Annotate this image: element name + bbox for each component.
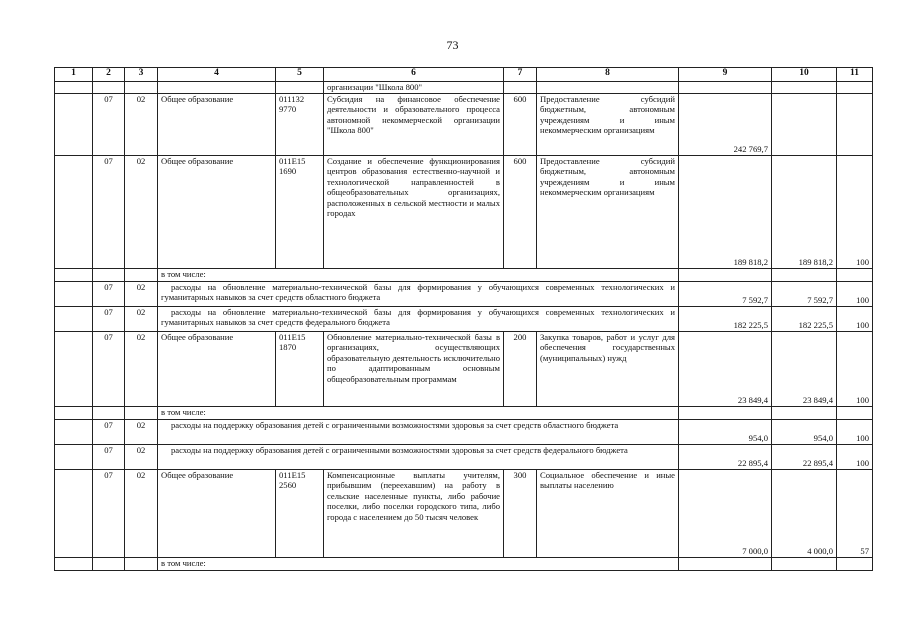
cell-subsection: 02	[125, 155, 158, 268]
cell-percent	[837, 93, 873, 155]
cell-empty	[772, 82, 837, 94]
cell-expense-description: Социальное обеспечение и иные выплаты населению	[537, 469, 679, 557]
cell-subsection: 02	[125, 93, 158, 155]
cell-expense-description: Предоставление субсидий бюджетным, автономным учреждениям и иным некоммерческим организациям	[537, 93, 679, 155]
cell-amount-actual: 22 895,4	[772, 444, 837, 469]
column-header: 4	[158, 68, 276, 82]
cell-section: 07	[93, 281, 125, 306]
cell-amount-plan: 182 225,5	[679, 306, 772, 331]
cell-including-label: в том числе:	[158, 268, 679, 281]
cell-name: Общее образование	[158, 155, 276, 268]
cell-subsection: 02	[125, 419, 158, 444]
cell-subsection: 02	[125, 281, 158, 306]
cell-empty	[125, 406, 158, 419]
cell-expense-description: Закупка товаров, работ и услуг для обеспечения государственных (муниципальных) нужд	[537, 331, 679, 406]
cell-empty	[837, 557, 873, 570]
cell-empty	[93, 268, 125, 281]
cell-empty	[55, 444, 93, 469]
cell-empty	[93, 557, 125, 570]
table-row	[55, 306, 873, 331]
column-header: 11	[837, 68, 873, 82]
table-row	[55, 155, 873, 268]
cell-empty	[93, 406, 125, 419]
cell-section: 07	[93, 444, 125, 469]
cell-empty	[55, 419, 93, 444]
cell-empty	[837, 82, 873, 94]
cell-section: 07	[93, 331, 125, 406]
table-header	[55, 68, 873, 82]
cell-amount-plan: 7 000,0	[679, 469, 772, 557]
cell-amount-plan: 23 849,4	[679, 331, 772, 406]
cell-amount-plan: 22 895,4	[679, 444, 772, 469]
cell-expense-description: Предоставление субсидий бюджетным, автономным учреждениям и иным некоммерческим организациям	[537, 155, 679, 268]
cell-name: Общее образование	[158, 469, 276, 557]
cell-expense-type: 600	[504, 155, 537, 268]
cell-expense-detail: расходы на обновление материально-технической базы для формирования у обучающихся современных технологических и гуманитарных навыков за счет средств федерального бюджета	[158, 306, 679, 331]
cell-empty	[93, 82, 125, 94]
cell-description: организации "Школа 800"	[324, 82, 504, 94]
column-header: 2	[93, 68, 125, 82]
cell-section: 07	[93, 155, 125, 268]
cell-empty	[537, 82, 679, 94]
cell-amount-actual	[772, 93, 837, 155]
cell-target-code: 011E15 2560	[276, 469, 324, 557]
cell-subsection: 02	[125, 444, 158, 469]
table-row	[55, 268, 873, 281]
cell-amount-actual: 189 818,2	[772, 155, 837, 268]
cell-empty	[55, 331, 93, 406]
cell-empty	[158, 82, 276, 94]
table-row	[55, 82, 873, 94]
table-row	[55, 557, 873, 570]
cell-description: Создание и обеспечение функционирования центров образования естественно-научной и технологической направленностей в общеобразовательных организациях, расположенных в сельской местности и малых городах	[324, 155, 504, 268]
cell-percent: 100	[837, 444, 873, 469]
cell-amount-plan: 954,0	[679, 419, 772, 444]
cell-target-code: 011E15 1690	[276, 155, 324, 268]
cell-description: Компенсационные выплаты учителям, прибывшим (переехавшим) на работу в сельские населенные пункты, либо рабочие поселки, либо поселки городского типа, либо города с населением до 50 тысяч человек	[324, 469, 504, 557]
table-row	[55, 281, 873, 306]
cell-name: Общее образование	[158, 93, 276, 155]
cell-expense-detail: расходы на поддержку образования детей с ограниченными возможностями здоровья за счет средств областного бюджета	[158, 419, 679, 444]
column-header: 8	[537, 68, 679, 82]
cell-expense-detail: расходы на обновление материально-технической базы для формирования у обучающихся современных технологических и гуманитарных навыков за счет средств областного бюджета	[158, 281, 679, 306]
cell-amount-plan: 7 592,7	[679, 281, 772, 306]
cell-empty	[276, 82, 324, 94]
cell-empty	[55, 306, 93, 331]
cell-percent: 100	[837, 306, 873, 331]
cell-subsection: 02	[125, 469, 158, 557]
table-body	[55, 82, 873, 571]
column-header: 6	[324, 68, 504, 82]
cell-empty	[55, 93, 93, 155]
cell-empty	[55, 469, 93, 557]
cell-section: 07	[93, 469, 125, 557]
cell-empty	[125, 82, 158, 94]
cell-empty	[679, 268, 772, 281]
cell-description: Обновление материально-технической базы в организациях, осуществляющих образовательную деятельность исключительно по адаптированным основным общеобразовательным программам	[324, 331, 504, 406]
cell-empty	[55, 406, 93, 419]
table-row	[55, 331, 873, 406]
cell-empty	[679, 406, 772, 419]
column-header: 9	[679, 68, 772, 82]
cell-empty	[679, 557, 772, 570]
page-number: 73	[446, 38, 459, 52]
cell-amount-actual: 954,0	[772, 419, 837, 444]
cell-empty	[837, 406, 873, 419]
cell-empty	[125, 268, 158, 281]
cell-expense-detail: расходы на поддержку образования детей с ограниченными возможностями здоровья за счет средств федерального бюджета	[158, 444, 679, 469]
cell-empty	[55, 557, 93, 570]
table-row	[55, 93, 873, 155]
table-row	[55, 406, 873, 419]
cell-description: Субсидия на финансовое обеспечение деятельности и образовательного процесса автономной некоммерческой организации "Школа 800"	[324, 93, 504, 155]
cell-empty	[55, 268, 93, 281]
cell-empty	[772, 268, 837, 281]
cell-including-label: в том числе:	[158, 557, 679, 570]
cell-expense-type: 300	[504, 469, 537, 557]
cell-amount-plan: 242 769,7	[679, 93, 772, 155]
cell-subsection: 02	[125, 306, 158, 331]
cell-amount-actual: 4 000,0	[772, 469, 837, 557]
column-header: 10	[772, 68, 837, 82]
cell-empty	[55, 82, 93, 94]
cell-empty	[772, 557, 837, 570]
column-header: 5	[276, 68, 324, 82]
cell-empty	[504, 82, 537, 94]
cell-section: 07	[93, 419, 125, 444]
cell-percent: 100	[837, 331, 873, 406]
cell-percent: 100	[837, 155, 873, 268]
cell-amount-actual: 23 849,4	[772, 331, 837, 406]
cell-amount-actual: 7 592,7	[772, 281, 837, 306]
table-row	[55, 444, 873, 469]
column-header: 1	[55, 68, 93, 82]
cell-empty	[679, 82, 772, 94]
column-header: 3	[125, 68, 158, 82]
cell-section: 07	[93, 306, 125, 331]
cell-including-label: в том числе:	[158, 406, 679, 419]
cell-amount-actual: 182 225,5	[772, 306, 837, 331]
table-row	[55, 419, 873, 444]
cell-empty	[772, 406, 837, 419]
cell-percent: 57	[837, 469, 873, 557]
table-row	[55, 469, 873, 557]
cell-expense-type: 200	[504, 331, 537, 406]
column-header: 7	[504, 68, 537, 82]
cell-amount-plan: 189 818,2	[679, 155, 772, 268]
cell-empty	[55, 155, 93, 268]
cell-empty	[55, 281, 93, 306]
cell-empty	[125, 557, 158, 570]
budget-table	[54, 67, 873, 571]
cell-target-code: 011132 9770	[276, 93, 324, 155]
cell-percent: 100	[837, 281, 873, 306]
cell-empty	[837, 268, 873, 281]
cell-subsection: 02	[125, 331, 158, 406]
cell-name: Общее образование	[158, 331, 276, 406]
cell-expense-type: 600	[504, 93, 537, 155]
cell-section: 07	[93, 93, 125, 155]
cell-percent: 100	[837, 419, 873, 444]
cell-target-code: 011E15 1870	[276, 331, 324, 406]
